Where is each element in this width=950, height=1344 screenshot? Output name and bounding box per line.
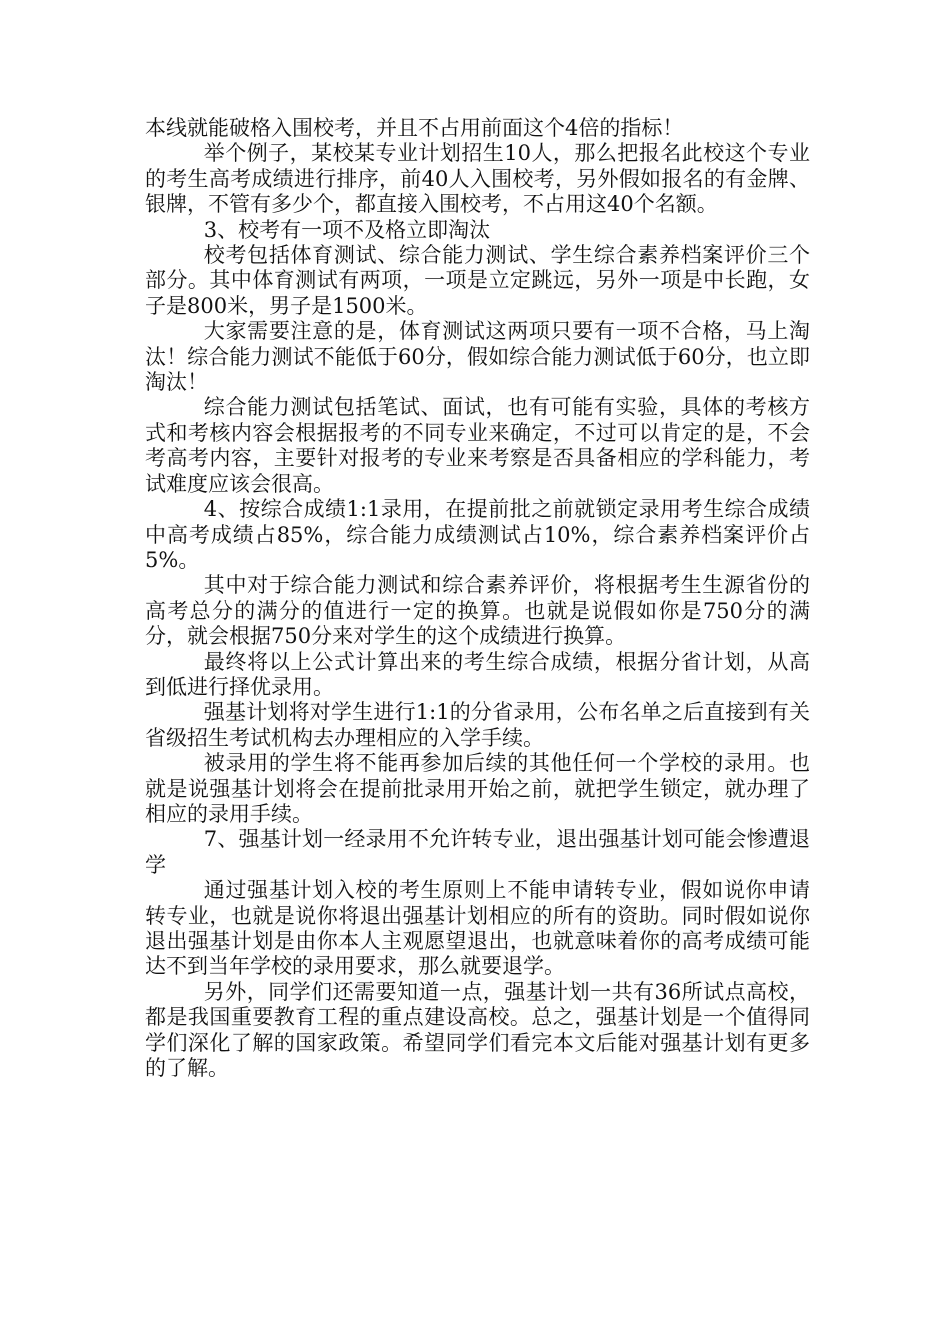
paragraph: 校考包括体育测试、综合能力测试、学生综合素养档案评价三个部分。其中体育测试有两项，一项是立定跳远，另外一项是中长跑，女子是800米，男子是1500米。	[145, 243, 810, 318]
paragraph: 被录用的学生将不能再参加后续的其他任何一个学校的录用。也就是说强基计划将会在提前批录用开始之前，就把学生锁定，就办理了相应的录用手续。	[145, 751, 810, 826]
paragraph: 其中对于综合能力测试和综合素养评价，将根据考生生源省份的高考总分的满分的值进行一定的换算。也就是说假如你是750分的满分，就会根据750分来对学生的这个成绩进行换算。	[145, 573, 810, 649]
document-body	[145, 116, 810, 1081]
paragraph: 强基计划将对学生进行1:1的分省录用，公布名单之后直接到有关省级招生考试机构去办理相应的入学手续。	[145, 700, 810, 750]
paragraph: 另外，同学们还需要知道一点，强基计划一共有36所试点高校，都是我国重要教育工程的重点建设高校。总之，强基计划是一个值得同学们深化了解的国家政策。希望同学们看完本文后能对强基计划有更多的了解。	[145, 979, 810, 1081]
paragraph: 大家需要注意的是，体育测试这两项只要有一项不合格，马上淘汰！综合能力测试不能低于60分，假如综合能力测试低于60分，也立即淘汰！	[145, 319, 810, 395]
section-heading: 7、强基计划一经录用不允许转专业，退出强基计划可能会惨遭退学	[145, 827, 810, 877]
paragraph: 通过强基计划入校的考生原则上不能申请转专业，假如说你申请转专业，也就是说你将退出强基计划相应的所有的资助。同时假如说你退出强基计划是由你本人主观愿望退出，也就意味着你的高考成绩可能达不到当年学校的录用要求，那么就要退学。	[145, 878, 810, 979]
paragraph: 综合能力测试包括笔试、面试，也有可能有实验，具体的考核方式和考核内容会根据报考的不同专业来确定，不过可以肯定的是，不会考高考内容，主要针对报考的专业来考察是否具备相应的学科能力，考试难度应该会很高。	[145, 395, 810, 496]
paragraph: 本线就能破格入围校考，并且不占用前面这个4倍的指标！	[145, 116, 684, 140]
section-heading: 4、按综合成绩1:1录用，在提前批之前就锁定录用考生综合成绩中高考成绩占85%，综合能力成绩测试占10%，综合素养档案评价占5%。	[145, 497, 810, 572]
section-heading: 3、校考有一项不及格立即淘汰	[203, 217, 491, 242]
paragraph: 最终将以上公式计算出来的考生综合成绩，根据分省计划，从高到低进行择优录用。	[145, 649, 810, 699]
paragraph: 举个例子，某校某专业计划招生10人，那么把报名此校这个专业的考生高考成绩进行排序，前40人入围校考，另外假如报名的有金牌、银牌，不管有多少个，都直接入围校考，不占用这40个名额。	[145, 141, 810, 217]
